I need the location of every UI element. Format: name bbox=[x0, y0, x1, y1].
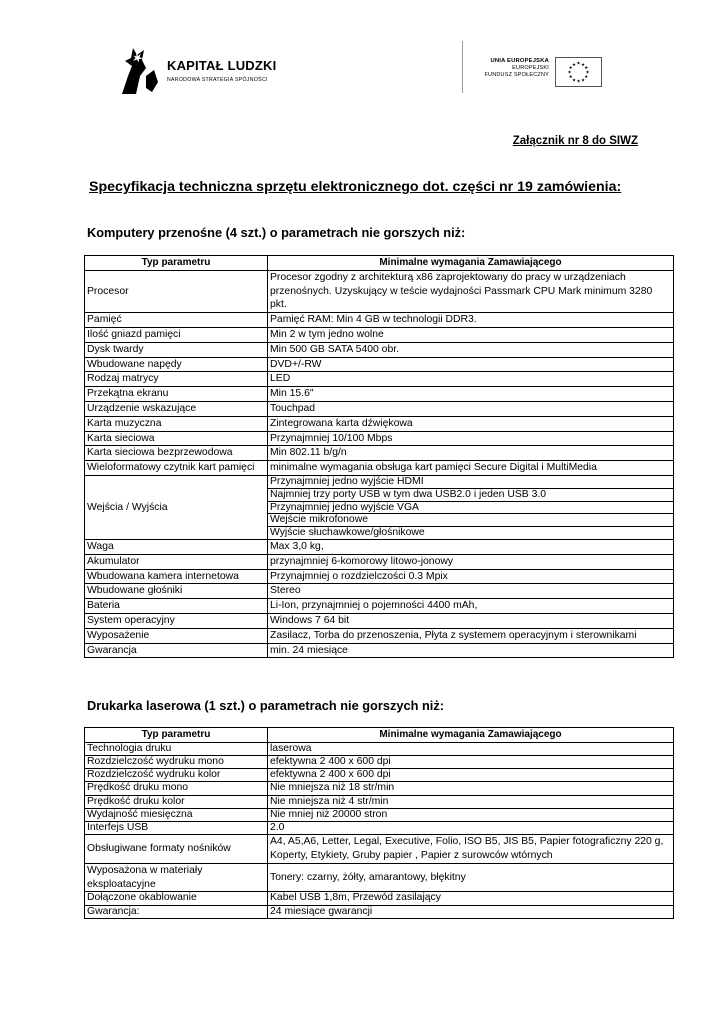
table-row bbox=[85, 554, 674, 569]
kapital-ludzki-emblem bbox=[122, 46, 166, 96]
param-cell: Wejścia / Wyjścia bbox=[85, 475, 268, 539]
value-cell: laserowa bbox=[268, 742, 674, 755]
value-cell: Tonery: czarny, żółty, amarantowy, błękitny bbox=[268, 863, 674, 892]
value-cell: Zasilacz, Torba do przenoszenia, Płyta z systemem operacyjnym i sterownikami bbox=[268, 628, 674, 643]
column-header-requirements: Minimalne wymagania Zamawiającego bbox=[268, 728, 674, 743]
table-row bbox=[85, 892, 674, 905]
table-header-row bbox=[85, 256, 674, 271]
kapital-ludzki-logo bbox=[122, 46, 292, 96]
value-cell: Max 3,0 kg, bbox=[268, 539, 674, 554]
param-cell: Waga bbox=[85, 539, 268, 554]
param-cell: Przekątna ekranu bbox=[85, 387, 268, 402]
param-cell: Karta sieciowa bbox=[85, 431, 268, 446]
eu-line-2: EUROPEJSKI bbox=[512, 64, 549, 71]
value-cell: Min 2 w tym jedno wolne bbox=[268, 327, 674, 342]
column-header-param: Typ parametru bbox=[85, 728, 268, 743]
attachment-label: Załącznik nr 8 do SIWZ bbox=[512, 135, 638, 147]
param-cell: Technologia druku bbox=[85, 742, 268, 755]
table-row bbox=[85, 475, 674, 539]
value-cell: 2.0 bbox=[268, 822, 674, 835]
value-cell: Min 802.11 b/g/n bbox=[268, 446, 674, 461]
param-cell: Wyposażona w materiały eksploatacyjne bbox=[85, 863, 268, 892]
table-row bbox=[85, 643, 674, 658]
eu-star-icon: ★ bbox=[585, 69, 590, 75]
logo-title: KAPITAŁ LUDZKI bbox=[167, 58, 277, 73]
value-cell: Pamięć RAM: Min 4 GB w technologii DDR3. bbox=[268, 313, 674, 328]
value-cell: efektywna 2 400 x 600 dpi bbox=[268, 769, 674, 782]
table-row bbox=[85, 313, 674, 328]
value-cell: Touchpad bbox=[268, 401, 674, 416]
table-row bbox=[85, 782, 674, 795]
io-item: Wejście mikrofonowe bbox=[268, 514, 673, 527]
table-row bbox=[85, 628, 674, 643]
param-cell: System operacyjny bbox=[85, 613, 268, 628]
eu-star-icon: ★ bbox=[567, 69, 572, 75]
value-cell-multi bbox=[268, 475, 674, 539]
table-row bbox=[85, 808, 674, 821]
logo-subtitle: NARODOWA STRATEGIA SPÓJNOŚCI bbox=[167, 77, 268, 83]
table-row bbox=[85, 327, 674, 342]
table-row bbox=[85, 539, 674, 554]
param-cell: Bateria bbox=[85, 599, 268, 614]
param-cell: Karta sieciowa bezprzewodowa bbox=[85, 446, 268, 461]
value-cell: 24 miesiące gwarancji bbox=[268, 905, 674, 918]
value-cell: Li-Ion, przynajmniej o pojemności 4400 mAh, bbox=[268, 599, 674, 614]
laptops-table bbox=[84, 255, 674, 658]
value-cell: Kabel USB 1,8m, Przewód zasilający bbox=[268, 892, 674, 905]
table-row bbox=[85, 372, 674, 387]
param-cell: Rodzaj matrycy bbox=[85, 372, 268, 387]
eu-line-3: FUNDUSZ SPOŁECZNY bbox=[484, 71, 549, 78]
table-row bbox=[85, 905, 674, 918]
param-cell: Prędkość druku kolor bbox=[85, 795, 268, 808]
table-row bbox=[85, 446, 674, 461]
value-cell: minimalne wymagania obsługa kart pamięci Secure Digital i MultiMedia bbox=[268, 461, 674, 476]
param-cell: Wyposażenie bbox=[85, 628, 268, 643]
value-cell: Nie mniejsza niż 18 str/min bbox=[268, 782, 674, 795]
io-item: Najmniej trzy porty USB w tym dwa USB2.0 i jeden USB 3.0 bbox=[268, 489, 673, 502]
eu-line-1: UNIA EUROPEJSKA bbox=[490, 58, 549, 64]
value-cell: Nie mniej niż 20000 stron bbox=[268, 808, 674, 821]
table-row bbox=[85, 387, 674, 402]
param-cell: Rozdzielczość wydruku mono bbox=[85, 756, 268, 769]
table-row bbox=[85, 569, 674, 584]
eu-star-icon: ★ bbox=[576, 78, 581, 84]
io-item: Przynajmniej jedno wyjście HDMI bbox=[268, 476, 673, 489]
value-cell: Min 15.6" bbox=[268, 387, 674, 402]
param-cell: Prędkość druku mono bbox=[85, 782, 268, 795]
value-cell: Windows 7 64 bit bbox=[268, 613, 674, 628]
page-title: Specyfikacja techniczna sprzętu elektronicznego dot. części nr 19 zamówienia: bbox=[89, 179, 622, 195]
eu-star-icon: ★ bbox=[568, 74, 573, 80]
param-cell: Wbudowane głośniki bbox=[85, 584, 268, 599]
table-row bbox=[85, 795, 674, 808]
table-row bbox=[85, 270, 674, 312]
value-cell: Procesor zgodny z architekturą x86 zaprojektowany do pracy w urządzeniach przenośnych. Uzyskujący w teście wydajności Passmark CPU Mark minimum 3280 pkt. bbox=[268, 270, 674, 312]
table-row bbox=[85, 584, 674, 599]
table-row bbox=[85, 431, 674, 446]
value-cell: DVD+/-RW bbox=[268, 357, 674, 372]
column-header-param: Typ parametru bbox=[85, 256, 268, 271]
param-cell: Pamięć bbox=[85, 313, 268, 328]
param-cell: Obsługiwane formaty nośników bbox=[85, 835, 268, 864]
value-cell: Stereo bbox=[268, 584, 674, 599]
param-cell: Wbudowane napędy bbox=[85, 357, 268, 372]
io-item: Przynajmniej jedno wyjście VGA bbox=[268, 502, 673, 515]
printer-table bbox=[84, 727, 674, 919]
value-cell: Min 500 GB SATA 5400 obr. bbox=[268, 342, 674, 357]
table-row bbox=[85, 769, 674, 782]
eu-logo-text bbox=[464, 58, 549, 78]
eu-flag-icon bbox=[555, 57, 602, 87]
table-row bbox=[85, 863, 674, 892]
param-cell: Wbudowana kamera internetowa bbox=[85, 569, 268, 584]
param-cell: Wydajność miesięczna bbox=[85, 808, 268, 821]
table-row bbox=[85, 742, 674, 755]
eu-star-icon: ★ bbox=[584, 74, 589, 80]
param-cell: Karta muzyczna bbox=[85, 416, 268, 431]
param-cell: Procesor bbox=[85, 270, 268, 312]
value-cell: Przynajmniej 10/100 Mbps bbox=[268, 431, 674, 446]
table-row bbox=[85, 461, 674, 476]
value-cell: Zintegrowana karta dźwiękowa bbox=[268, 416, 674, 431]
table-row bbox=[85, 835, 674, 864]
printer-heading: Drukarka laserowa (1 szt.) o parametrach nie gorszych niż: bbox=[87, 698, 445, 713]
value-cell: Nie mniejsza niż 4 str/min bbox=[268, 795, 674, 808]
table-row bbox=[85, 756, 674, 769]
value-cell: Przynajmniej o rozdzielczości 0.3 Mpix bbox=[268, 569, 674, 584]
param-cell: Akumulator bbox=[85, 554, 268, 569]
value-cell: A4, A5,A6, Letter, Legal, Executive, Folio, ISO B5, JIS B5, Papier fotograficzny 220 g, Koperty, Etykiety, Gruby papier , Papier z surowców wtórnych bbox=[268, 835, 674, 864]
value-cell: przynajmniej 6-komorowy litowo-jonowy bbox=[268, 554, 674, 569]
param-cell: Wieloformatowy czytnik kart pamięci bbox=[85, 461, 268, 476]
table-row bbox=[85, 599, 674, 614]
eu-star-icon: ★ bbox=[568, 65, 573, 71]
logo-divider bbox=[462, 41, 463, 93]
table-row bbox=[85, 822, 674, 835]
param-cell: Interfejs USB bbox=[85, 822, 268, 835]
param-cell: Urządzenie wskazujące bbox=[85, 401, 268, 416]
table-row bbox=[85, 416, 674, 431]
table-row bbox=[85, 613, 674, 628]
param-cell: Rozdzielczość wydruku kolor bbox=[85, 769, 268, 782]
table-row bbox=[85, 357, 674, 372]
eu-star-icon: ★ bbox=[580, 61, 586, 67]
value-cell: efektywna 2 400 x 600 dpi bbox=[268, 756, 674, 769]
eu-star-icon: ★ bbox=[584, 65, 589, 71]
table-row bbox=[85, 401, 674, 416]
eu-star-icon: ★ bbox=[580, 77, 586, 83]
value-cell: LED bbox=[268, 372, 674, 387]
column-header-requirements: Minimalne wymagania Zamawiającego bbox=[268, 256, 674, 271]
eu-star-icon: ★ bbox=[571, 61, 577, 67]
eu-star-icon: ★ bbox=[576, 60, 581, 66]
eu-star-icon: ★ bbox=[571, 77, 577, 83]
param-cell: Gwarancja: bbox=[85, 905, 268, 918]
param-cell: Ilość gniazd pamięci bbox=[85, 327, 268, 342]
io-item: Wyjście słuchawkowe/głośnikowe bbox=[270, 527, 425, 539]
eu-logo bbox=[464, 41, 605, 93]
param-cell: Gwarancja bbox=[85, 643, 268, 658]
param-cell: Dysk twardy bbox=[85, 342, 268, 357]
table-header-row bbox=[85, 728, 674, 743]
value-cell: min. 24 miesiące bbox=[268, 643, 674, 658]
param-cell: Dołączone okablowanie bbox=[85, 892, 268, 905]
table-row bbox=[85, 342, 674, 357]
laptops-heading: Komputery przenośne (4 szt.) o parametrach nie gorszych niż: bbox=[87, 225, 466, 240]
